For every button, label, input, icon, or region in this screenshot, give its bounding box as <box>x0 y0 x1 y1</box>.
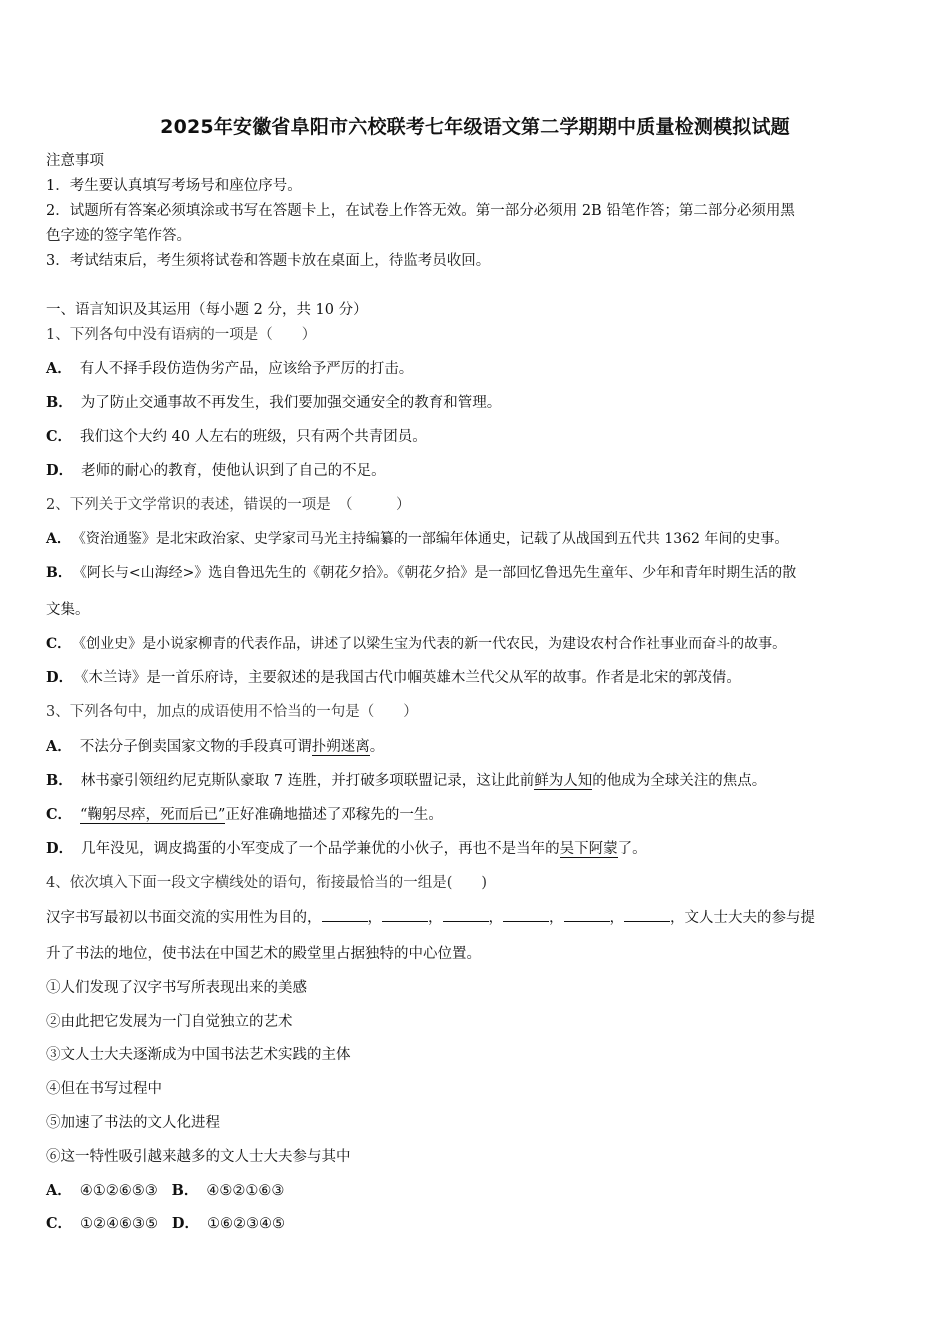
option-text: 为了防止交通事故不再发生，我们要加强交通安全的教育和管理。 <box>80 395 502 411</box>
notice-item: 2．试题所有答案必须填涂或书写在答题卡上，在试卷上作答无效。第一部分必须用 2B 铅笔作答；第二部分必须用黑 <box>46 203 795 219</box>
option-text: 正好准确地描述了邓稼先的一生。 <box>225 807 443 823</box>
option-continuation: 文集。 <box>46 602 90 618</box>
sentence-item: ②由此把它发展为一门自觉独立的艺术 <box>46 1014 293 1030</box>
option-letter: A． <box>46 531 71 547</box>
sentence-item: ①人们发现了汉字书写所表现出来的美感 <box>46 980 307 996</box>
choice-row <box>46 1181 284 1201</box>
blank-separator: ， <box>428 910 443 926</box>
option-row <box>46 668 741 688</box>
option-letter: A． <box>46 360 72 377</box>
option-letter: B． <box>46 565 72 581</box>
answer-blank <box>443 907 489 922</box>
answer-blank <box>382 907 428 922</box>
option-letter: C． <box>46 1215 73 1232</box>
notice-heading: 注意事项 <box>46 153 104 169</box>
option-text: 老师的耐心的教育，使他认识到了自己的不足。 <box>81 463 386 479</box>
option-text: 。 <box>369 739 385 755</box>
option-letter: C． <box>46 636 72 652</box>
option-row <box>46 393 501 413</box>
option-row <box>46 529 788 549</box>
option-row <box>46 427 427 447</box>
notice-item: 色字迹的签字笔作答。 <box>46 228 191 244</box>
passage-line <box>46 907 815 928</box>
option-row <box>46 805 443 825</box>
passage-text: 汉字书写最初以书面交流的实用性为目的， <box>46 910 322 926</box>
option-letter: D． <box>171 1215 199 1232</box>
option-letter: A． <box>46 1182 72 1199</box>
option-text: 有人不择手段仿造伪劣产品，应该给予严厉的打击。 <box>79 361 414 377</box>
option-text: 《阿长与<山海经>》选自鲁迅先生的《朝花夕拾》。《朝花夕拾》是一部回忆鲁迅先生童年、少年和青年时期生活的散 <box>79 565 797 581</box>
option-text: 《资治通鉴》是北宋政治家、史学家司马光主持编纂的一部编年体通史，记载了从战国到五代共 1362 年间的史事。 <box>78 531 789 547</box>
option-row <box>46 359 413 379</box>
answer-blank <box>564 907 610 922</box>
option-text: ④①②⑥⑤③ <box>79 1183 158 1199</box>
option-letter: D． <box>46 462 74 479</box>
option-row <box>46 771 766 791</box>
answer-blank <box>624 907 670 922</box>
question-stem: 4、依次填入下面一段文字横线处的语句，衔接最恰当的一组是( ) <box>46 875 488 891</box>
option-text: ①②④⑥③⑤ <box>80 1216 159 1232</box>
option-text: ④⑤②①⑥③ <box>206 1183 285 1199</box>
option-text: 了。 <box>617 841 647 857</box>
option-letter: D． <box>46 669 74 686</box>
choice-row <box>46 1214 285 1234</box>
blank-separator: ， <box>609 910 624 926</box>
sentence-item: ③文人士大夫逐渐成为中国书法艺术实践的主体 <box>46 1047 351 1063</box>
option-letter: A． <box>46 738 72 755</box>
notice-item: 1．考生要认真填写考场号和座位序号。 <box>46 178 302 194</box>
answer-blank <box>503 907 549 922</box>
sentence-item: ⑥这一特性吸引越来越多的文人士大夫参与其中 <box>46 1149 351 1165</box>
option-row <box>46 839 647 859</box>
page-title: 2025年安徽省阜阳市六校联考七年级语文第二学期期中质量检测模拟试题 <box>160 116 790 138</box>
option-letter: D． <box>46 840 74 857</box>
answer-blank <box>322 907 368 922</box>
option-letter: B． <box>46 772 73 789</box>
question-stem: 1、下列各句中没有语病的一项是（ ） <box>46 327 317 343</box>
question-stem: 3、下列各句中，加点的成语使用不恰当的一句是（ ） <box>46 704 418 720</box>
section-heading: 一、语言知识及其运用（每小题 2 分，共 10 分） <box>46 302 368 318</box>
option-text: 的他成为全球关注的焦点。 <box>592 773 767 789</box>
option-text: 《木兰诗》是一首乐府诗，主要叙述的是我国古代巾帼英雄木兰代父从军的故事。作者是北宋的郭茂倩。 <box>81 670 741 686</box>
option-letter: B． <box>46 394 73 411</box>
option-text: ①⑥②③④⑤ <box>206 1216 285 1232</box>
option-row <box>46 563 796 583</box>
sentence-item: ⑤加速了书法的文人化进程 <box>46 1115 220 1131</box>
idiom-underlined: 扑朔迷离 <box>311 739 370 755</box>
notice-item: 3．考试结束后，考生须将试卷和答题卡放在桌面上，待监考员收回。 <box>46 253 491 269</box>
blank-separator: ， <box>367 910 382 926</box>
option-letter: C． <box>46 806 73 823</box>
option-text: 《创业史》是小说家柳青的代表作品，讲述了以梁生宝为代表的新一代农民，为建设农村合作社事业而奋斗的故事。 <box>79 636 787 652</box>
passage-line: 升了书法的地位，使书法在中国艺术的殿堂里占据独特的中心位置。 <box>46 946 481 962</box>
option-row <box>46 461 386 481</box>
blank-separator: ， <box>549 910 564 926</box>
option-letter: B． <box>171 1182 199 1199</box>
blank-separator: ， <box>488 910 503 926</box>
option-text: 我们这个大约 40 人左右的班级，只有两个共青团员。 <box>80 429 427 445</box>
option-text: 林书豪引领纽约尼克斯队豪取 7 连胜，并打破多项联盟记录，这让此前 <box>80 773 535 789</box>
idiom-underlined: “鞠躬尽瘁，死而后已” <box>80 807 226 823</box>
option-row <box>46 634 786 654</box>
passage-text: ，文人士大夫的参与提 <box>670 910 815 926</box>
idiom-underlined: 鲜为人知 <box>534 773 593 789</box>
sentence-item: ④但在书写过程中 <box>46 1081 162 1097</box>
option-letter: C． <box>46 428 73 445</box>
option-text: 几年没见，调皮捣蛋的小军变成了一个品学兼优的小伙子，再也不是当年的 <box>81 841 560 857</box>
idiom-underlined: 吴下阿蒙 <box>559 841 618 857</box>
option-text: 不法分子倒卖国家文物的手段真可谓 <box>79 739 312 755</box>
option-row <box>46 737 384 757</box>
question-stem: 2、下列关于文学常识的表述，错误的一项是 （ ） <box>46 497 411 513</box>
